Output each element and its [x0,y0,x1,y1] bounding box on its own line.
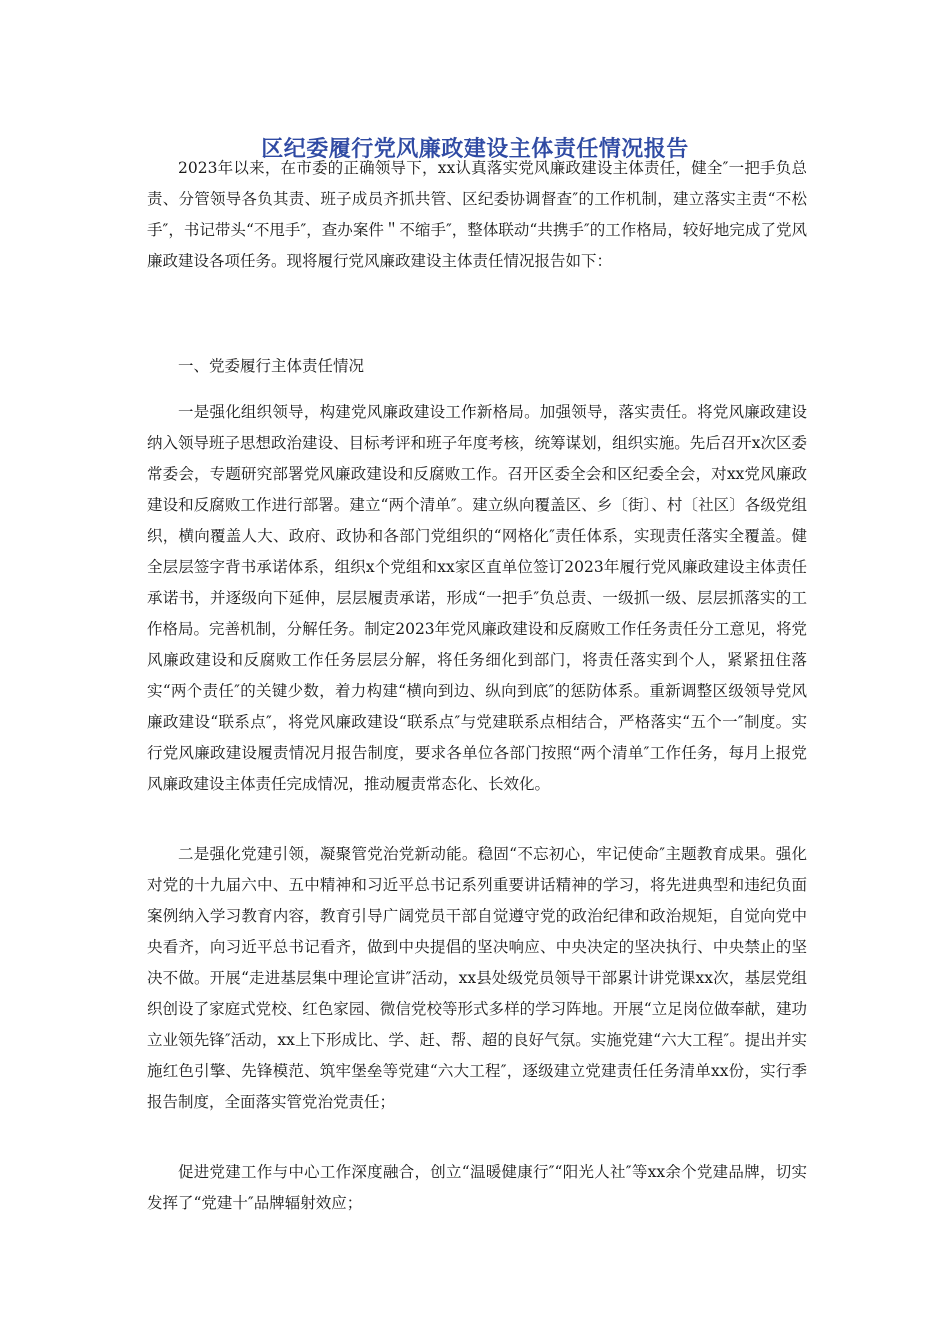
body-paragraph-party-building: 二是强化党建引领，凝聚管党治党新动能。稳固“不忘初心，牢记使命″主题教育成果。强化对党的十九届六中、五中精神和习近平总书记系列重要讲话精神的学习，将先进典型和违纪负面案例纳入学习教育内容，教育引导广阔党员干部自觉遵守党的政治纪律和政治规矩，自觉向党中央看齐，向习近平总书记看齐，做到中央提倡的坚决响应、中央决定的坚决执行、中央禁止的坚决不做。开展“走进基层集中理论宣讲″活动，xx县处级党员领导干部累计讲党课xx次，基层党组织创设了家庭式党校、红色家园、微信党校等形式多样的学习阵地。开展“立足岗位做奉献，建功立业领先锋″活动，xx上下形成比、学、赶、帮、超的良好气氛。实施党建“六大工程″。提出并实施红色引擎、先锋模范、筑牢堡垒等党建“六大工程″，逐级建立党建责任任务清单xx份，实行季报告制度，全面落实管党治党责任； [147,845,807,1111]
intro-paragraph: 2023年以来，在市委的正确领导下，xx认真落实党风廉政建设主体责任，健全″一把手负总责、分管领导各负其责、班子成员齐抓共管、区纪委协调督查″的工作机制，建立落实主责“不松手″，书记带头“不甩手″，查办案件＂不缩手″，整体联动“共携手″的工作格局，较好地完成了党风廉政建设各项任务。现将履行党风廉政建设主体责任情况报告如下： [147,159,807,270]
document-title: 区纪委履行党风廉政建设主体责任情况报告 [261,137,689,162]
section-heading: 一、党委履行主体责任情况 [178,357,365,375]
body-paragraph-organization: 一是强化组织领导，构建党风廉政建设工作新格局。加强领导，落实责任。将党风廉政建设纳入领导班子思想政治建设、目标考评和班子年度考核，统筹谋划，组织实施。先后召开x次区委常委会，专题研究部署党风廉政建设和反腐败工作。召开区委全会和区纪委全会，对xx党风廉政建设和反腐败工作进行部署。建立“两个清单″。建立纵向覆盖区、乡〔街〕、村〔社区〕各级党组织，横向覆盖人大、政府、政协和各部门党组织的“网格化″责任体系，实现责任落实全覆盖。健全层层签字背书承诺体系，组织x个党组和xx家区直单位签订2023年履行党风廉政建设主体责任承诺书，并逐级向下延伸，层层履责承诺，形成“一把手″负总责、一级抓一级、层层抓落实的工作格局。完善机制，分解任务。制定2023年党风廉政建设和反腐败工作任务责任分工意见，将党风廉政建设和反腐败工作任务层层分解，将任务细化到部门，将责任落实到个人，紧紧扭住落实“两个责任″的关键少数，着力构建“横向到边、纵向到底″的惩防体系。重新调整区级领导党风廉政建设“联系点″，将党风廉政建设“联系点″与党建联系点相结合，严格落实“五个一″制度。实行党风廉政建设履责情况月报告制度，要求各单位各部门按照“两个清单″工作任务，每月上报党风廉政建设主体责任完成情况，推动履责常态化、长效化。 [147,403,807,793]
body-paragraph-integration: 促进党建工作与中心工作深度融合，创立“温暖健康行″“阳光人社″等xx余个党建品牌，切实发挥了“党建十″品牌辐射效应； [147,1163,807,1212]
